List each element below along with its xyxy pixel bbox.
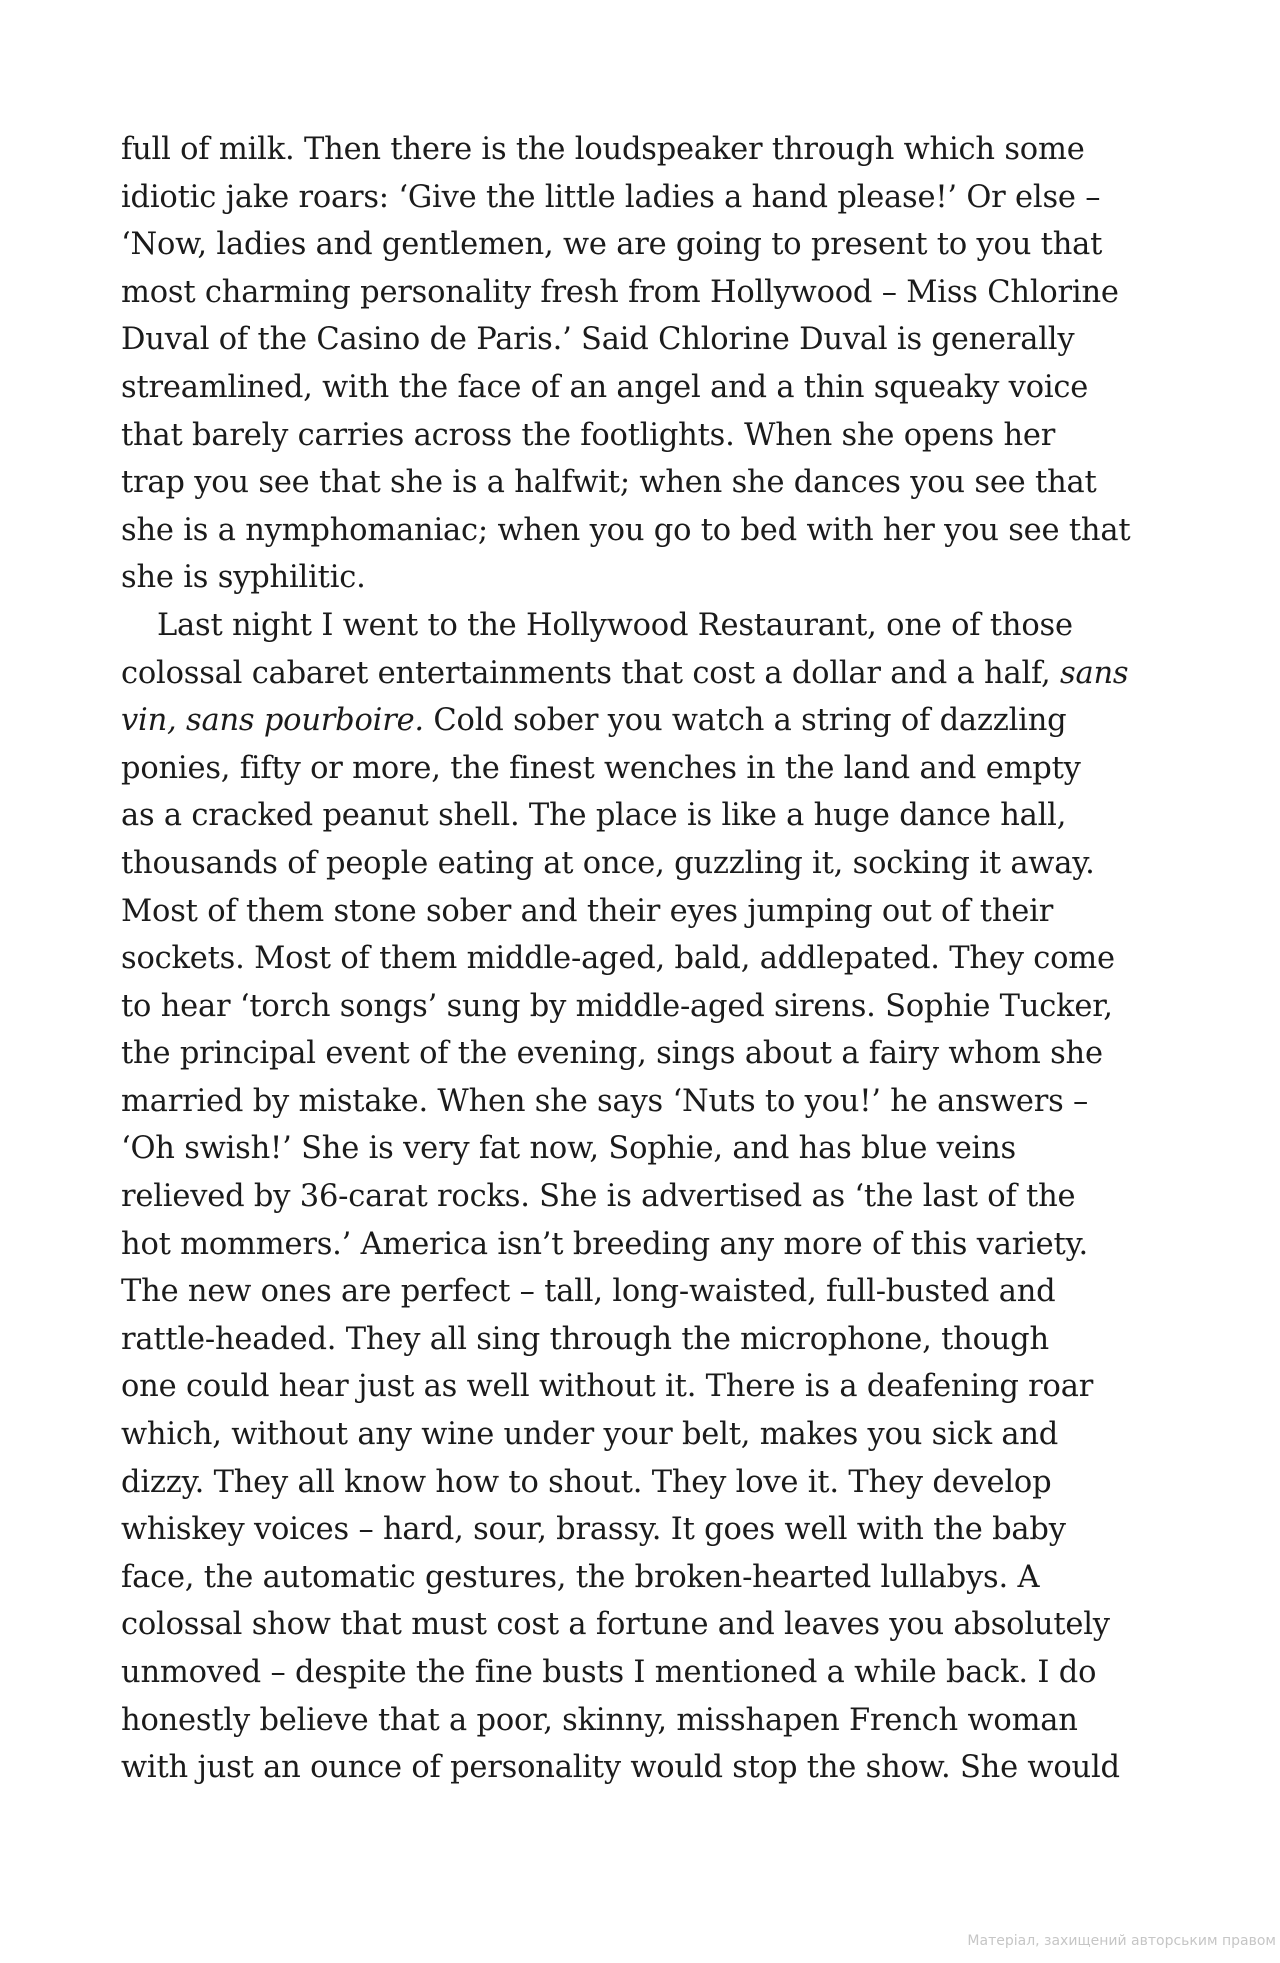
text-segment: honestly believe that a poor, skinny, misshapen French woman <box>121 1702 1078 1738</box>
text-segment: ponies, fifty or more, the finest wenches in the land and empty <box>121 750 1081 786</box>
text-line <box>121 1173 1161 1221</box>
text-segment: streamlined, with the face of an angel and a thin squeaky voice <box>121 369 1089 405</box>
text-segment: colossal cabaret entertainments that cost a dollar and a half, <box>121 655 1061 691</box>
text-line <box>121 650 1161 698</box>
text-segment: thousands of people eating at once, guzzling it, socking it away. <box>121 845 1095 881</box>
text-segment: unmoved – despite the fine busts I mentioned a while back. I do <box>121 1655 1097 1690</box>
text-line <box>121 1697 1161 1745</box>
text-segment: as a cracked peanut shell. The place is like a huge dance hall, <box>121 798 1067 834</box>
text-line <box>121 1459 1161 1507</box>
text-segment: idiotic jake roars: ‘Give the little ladies a hand please!’ Or else – <box>121 179 1101 215</box>
text-line <box>121 1221 1161 1269</box>
text-segment: relieved by 36-carat rocks. She is advertised as ‘the last of the <box>121 1179 1076 1215</box>
text-line <box>121 1125 1161 1173</box>
text-line <box>121 935 1161 983</box>
text-line <box>121 602 1161 650</box>
text-line <box>121 1649 1161 1697</box>
text-line <box>121 459 1161 507</box>
text-segment: Most of them stone sober and their eyes jumping out of their <box>121 893 1054 929</box>
text-line <box>121 840 1161 888</box>
text-line <box>121 174 1161 222</box>
text-segment: to hear ‘torch songs’ sung by middle-aged sirens. Sophie Tucker, <box>121 988 1113 1024</box>
text-segment: ‘Now, ladies and gentlemen, we are going to present to you that <box>121 227 1103 263</box>
text-line <box>121 221 1161 269</box>
text-segment: with just an ounce of personality would stop the show. She would <box>121 1750 1120 1786</box>
text-line <box>121 745 1161 793</box>
text-line <box>121 1030 1161 1078</box>
text-segment: that barely carries across the footlights. When she opens her <box>121 417 1056 453</box>
text-segment: Last night I went to the Hollywood Restaurant, one of those <box>157 607 1073 643</box>
text-segment: Cold sober you watch a string of dazzling <box>423 703 1067 739</box>
text-segment: the principal event of the evening, sings about a fairy whom she <box>121 1036 1103 1072</box>
text-segment: she is syphilitic. <box>121 560 366 596</box>
italic-text: sans <box>1060 655 1129 691</box>
text-line <box>121 1744 1161 1792</box>
text-line <box>121 1506 1161 1554</box>
text-line <box>121 412 1161 460</box>
text-segment: she is a nymphomaniac; when you go to bed with her you see that <box>121 512 1131 548</box>
text-line <box>121 792 1161 840</box>
body-text <box>121 126 1161 1792</box>
text-segment: dizzy. They all know how to shout. They love it. They develop <box>121 1464 1052 1500</box>
text-segment: which, without any wine under your belt, makes you sick and <box>121 1417 1059 1453</box>
text-segment: ‘Oh swish!’ She is very fat now, Sophie, and has blue veins <box>121 1131 1017 1167</box>
text-line <box>121 888 1161 936</box>
text-line <box>121 1316 1161 1364</box>
text-segment: full of milk. Then there is the loudspeaker through which some <box>121 132 1085 167</box>
text-segment: colossal show that must cost a fortune and leaves you absolutely <box>121 1607 1110 1643</box>
text-line <box>121 1078 1161 1126</box>
text-line <box>121 269 1161 317</box>
text-line <box>121 364 1161 412</box>
italic-text: vin, sans pourboire. <box>121 703 424 739</box>
text-line <box>121 126 1161 174</box>
text-segment: The new ones are perfect – tall, long-waisted, full-busted and <box>121 1274 1056 1310</box>
text-segment: sockets. Most of them middle-aged, bald, addlepated. They come <box>121 941 1115 977</box>
text-line <box>121 1268 1161 1316</box>
text-line <box>121 1601 1161 1649</box>
text-line <box>121 697 1161 745</box>
text-segment: trap you see that she is a halfwit; when she dances you see that <box>121 465 1097 501</box>
copyright-watermark: Матеріал, захищений авторським правом <box>967 1933 1276 1949</box>
text-segment: hot mommers.’ America isn’t breeding any more of this variety. <box>121 1226 1089 1262</box>
text-line <box>121 554 1161 602</box>
text-segment: whiskey voices – hard, sour, brassy. It goes well with the baby <box>121 1512 1066 1548</box>
text-segment: most charming personality fresh from Hollywood – Miss Chlorine <box>121 274 1119 310</box>
text-segment: married by mistake. When she says ‘Nuts to you!’ he answers – <box>121 1083 1089 1119</box>
text-line <box>121 983 1161 1031</box>
text-line <box>121 507 1161 555</box>
text-line <box>121 1411 1161 1459</box>
text-segment: one could hear just as well without it. There is a deafening roar <box>121 1369 1094 1405</box>
text-line <box>121 316 1161 364</box>
text-segment: rattle-headed. They all sing through the microphone, though <box>121 1321 1049 1357</box>
text-line <box>121 1554 1161 1602</box>
text-segment: Duval of the Casino de Paris.’ Said Chlorine Duval is generally <box>121 322 1075 358</box>
text-line <box>121 1363 1161 1411</box>
text-segment: face, the automatic gestures, the broken-hearted lullabys. A <box>121 1559 1040 1595</box>
